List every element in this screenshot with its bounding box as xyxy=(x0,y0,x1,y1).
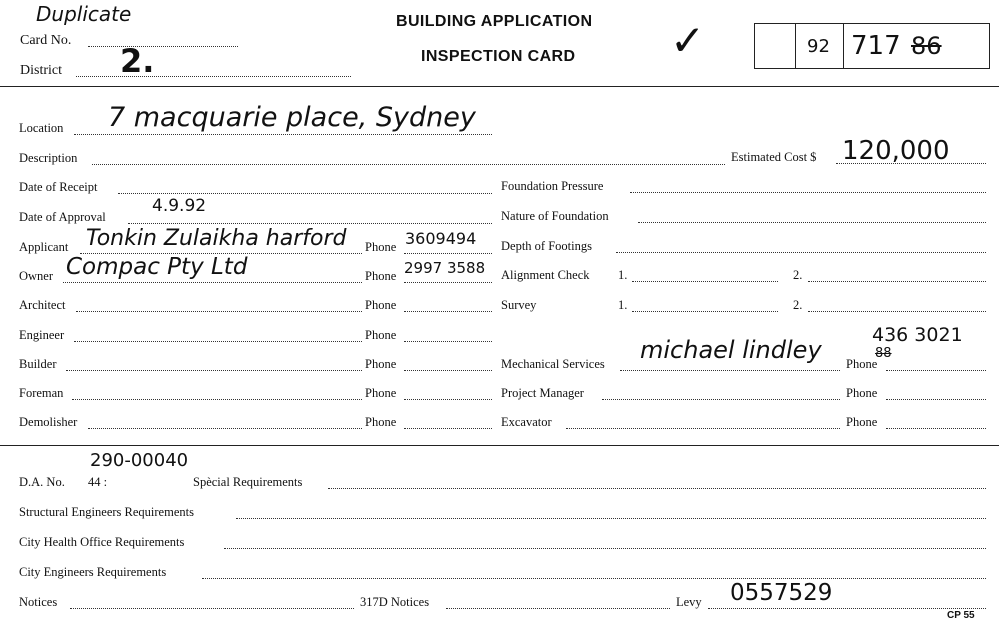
excavator-phone-line xyxy=(886,428,986,429)
nature-foundation-label: Nature of Foundation xyxy=(501,209,609,223)
da-no-value: 290-00040 xyxy=(90,450,189,471)
alignment-two-line xyxy=(808,281,986,282)
mechanical-value: michael lindley xyxy=(640,336,822,364)
alignment-one-label: 1. xyxy=(618,268,628,282)
engineers-label: City Engineers Requirements xyxy=(19,565,167,579)
middle-rule xyxy=(0,445,999,446)
foundation-pressure-label: Foundation Pressure xyxy=(501,179,604,193)
owner-label: Owner xyxy=(19,269,54,283)
project-manager-phone-label: Phone xyxy=(846,386,878,400)
da-no-label: D.A. No. xyxy=(19,475,65,489)
applicant-phone-value: 3609494 xyxy=(405,229,477,248)
notices-317d-line xyxy=(446,608,670,609)
project-manager-label: Project Manager xyxy=(501,386,584,400)
survey-one-line xyxy=(632,311,778,312)
architect-line xyxy=(76,311,362,312)
description-label: Description xyxy=(19,151,78,165)
owner-value: Compac Pty Ltd xyxy=(66,254,248,280)
mechanical-label: Mechanical Services xyxy=(501,357,605,371)
header-rule xyxy=(0,86,999,87)
description-line xyxy=(92,164,725,165)
alignment-check-label: Alignment Check xyxy=(501,268,590,282)
card-reference-box xyxy=(754,23,990,69)
architect-phone-label: Phone xyxy=(365,298,397,312)
mechanical-phone-value: 436 3021 xyxy=(872,324,963,346)
depth-footings-label: Depth of Footings xyxy=(501,239,592,253)
applicant-phone-label: Phone xyxy=(365,240,397,254)
owner-phone-value: 2997 3588 xyxy=(404,259,486,277)
owner-phone-label: Phone xyxy=(365,269,397,283)
card-title-line1: BUILDING APPLICATION xyxy=(396,13,593,30)
mechanical-line xyxy=(620,370,840,371)
location-line xyxy=(74,134,492,135)
health-label: City Health Office Requirements xyxy=(19,535,185,549)
survey-two-label: 2. xyxy=(793,298,803,312)
engineers-line xyxy=(202,578,986,579)
builder-line xyxy=(66,370,362,371)
excavator-label: Excavator xyxy=(501,415,552,429)
estimated-cost-value: 120,000 xyxy=(842,136,950,166)
excavator-phone-label: Phone xyxy=(846,415,878,429)
levy-label: Levy xyxy=(676,595,702,609)
card-no-label: Card No. xyxy=(20,33,72,48)
special-req-line xyxy=(328,488,986,489)
location-value: 7 macquarie place, Sydney xyxy=(108,102,476,133)
health-line xyxy=(224,548,986,549)
notices-label: Notices xyxy=(19,595,58,609)
date-approval-value: 4.9.92 xyxy=(152,196,207,216)
survey-label: Survey xyxy=(501,298,537,312)
owner-phone-line xyxy=(404,282,492,283)
survey-two-line xyxy=(808,311,986,312)
date-approval-label: Date of Approval xyxy=(19,210,106,224)
levy-line xyxy=(708,608,986,609)
checkmark-icon: ✓ xyxy=(670,16,706,65)
foreman-label: Foreman xyxy=(19,386,64,400)
alignment-two-label: 2. xyxy=(793,268,803,282)
date-approval-line xyxy=(128,223,492,224)
applicant-value: Tonkin Zulaikha harford xyxy=(86,226,347,251)
card-no-value: 2. xyxy=(120,42,155,80)
duplicate-note: Duplicate xyxy=(36,2,132,26)
demolisher-label: Demolisher xyxy=(19,415,78,429)
owner-line xyxy=(63,282,362,283)
ref-box-divider xyxy=(795,24,796,68)
demolisher-phone-line xyxy=(404,428,492,429)
engineer-label: Engineer xyxy=(19,328,65,342)
demolisher-line xyxy=(88,428,362,429)
project-manager-line xyxy=(602,399,840,400)
foreman-phone-line xyxy=(404,399,492,400)
foreman-line xyxy=(72,399,362,400)
applicant-label: Applicant xyxy=(19,240,69,254)
project-manager-phone-line xyxy=(886,399,986,400)
district-label: District xyxy=(20,63,62,78)
builder-label: Builder xyxy=(19,357,57,371)
ref-box-divider xyxy=(843,24,844,68)
notices-317d-label: 317D Notices xyxy=(360,595,430,609)
estimated-cost-label: Estimated Cost $ xyxy=(731,150,817,164)
builder-phone-label: Phone xyxy=(365,357,397,371)
excavator-line xyxy=(566,428,840,429)
location-label: Location xyxy=(19,121,64,135)
mechanical-phone-label: Phone xyxy=(846,357,878,371)
builder-phone-line xyxy=(404,370,492,371)
structural-label: Structural Engineers Requirements xyxy=(19,505,194,519)
mechanical-phone-line xyxy=(886,370,986,371)
depth-footings-line xyxy=(616,252,986,253)
card-title-line2: INSPECTION CARD xyxy=(421,48,576,65)
foundation-pressure-line xyxy=(630,192,986,193)
mechanical-phone-struck: 88 xyxy=(875,346,892,361)
applicant-phone-line xyxy=(404,253,492,254)
architect-label: Architect xyxy=(19,298,66,312)
ref-struck: 86 xyxy=(911,32,942,60)
engineer-phone-line xyxy=(404,341,492,342)
form-code: CP 55 xyxy=(947,610,975,621)
engineer-phone-label: Phone xyxy=(365,328,397,342)
alignment-one-line xyxy=(632,281,778,282)
card-no-line xyxy=(88,46,238,47)
engineer-line xyxy=(74,341,362,342)
architect-phone-line xyxy=(404,311,492,312)
levy-value: 0557529 xyxy=(730,580,833,606)
ref-number: 717 xyxy=(851,31,901,61)
date-receipt-label: Date of Receipt xyxy=(19,180,98,194)
special-req-label: Spècial Requirements xyxy=(193,475,303,489)
demolisher-phone-label: Phone xyxy=(365,415,397,429)
structural-line xyxy=(236,518,986,519)
foreman-phone-label: Phone xyxy=(365,386,397,400)
nature-foundation-line xyxy=(638,222,986,223)
date-receipt-line xyxy=(118,193,492,194)
da-no-prefix: 44 : xyxy=(88,475,108,489)
notices-line xyxy=(70,608,354,609)
survey-one-label: 1. xyxy=(618,298,628,312)
district-line xyxy=(76,76,351,77)
ref-year: 92 xyxy=(807,36,830,57)
